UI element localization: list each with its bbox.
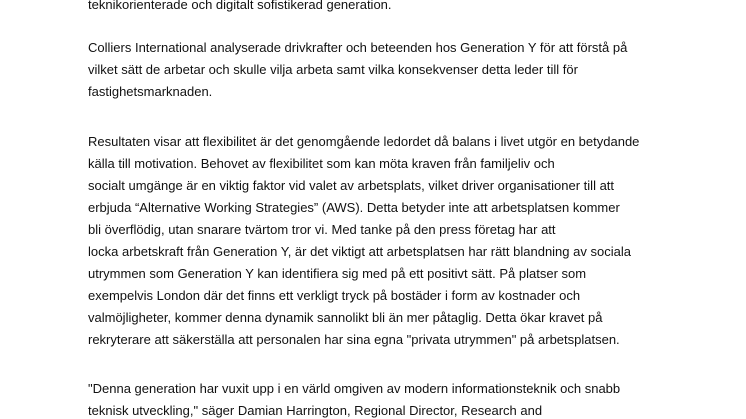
text-line: "Denna generation har vuxit upp i en värld omgiven av modern informationsteknik och snabb (88, 381, 621, 396)
text-line: Resultaten visar att flexibilitet är det genomgående ledordet då balans i livet utgör en betydande (88, 134, 640, 149)
paragraph-quote (88, 378, 620, 419)
text-line: källa till motivation. Behovet av flexibilitet som kan möta kraven från familjeliv och (88, 156, 555, 171)
text-line: vilket sätt de arbetar och skulle vilja arbeta samt vilka konsekvenser detta leder till för (88, 62, 578, 77)
text-line: teknikorienterade och digitalt sofistikerad generation. (88, 0, 392, 12)
text-line: Colliers International analyserade drivkrafter och beteenden hos Generation Y för att förstå på (88, 40, 628, 55)
text-line: valmöjligheter, kommer denna dynamik sannolikt bli än mer påtaglig. Detta ökar kravet på (88, 310, 603, 325)
paragraph-results-flexibility (88, 131, 639, 351)
text-line: locka arbetskraft från Generation Y, är det viktigt att arbetsplatsen har rätt blandning av sociala (88, 244, 631, 259)
text-line: erbjuda “Alternative Working Strategies” (AWS). Detta betyder inte att arbetsplatsen kommer (88, 200, 620, 215)
text-line: utrymmen som Generation Y kan identifiera sig med på ett positivt sätt. På platser som (88, 266, 587, 281)
paragraph-colliers-analysis (88, 37, 627, 103)
text-line: exempelvis London där det finns ett verkligt tryck på bostäder i form av kostnader och (88, 288, 581, 303)
text-line: socialt umgänge är en viktig faktor vid valet av arbetsplats, vilket driver organisationer till att (88, 178, 615, 193)
text-line: fastighetsmarknaden. (88, 84, 213, 99)
text-line: bli överflödig, utan snarare tvärtom tror vi. Med tanke på den press företag har att (88, 222, 556, 237)
text-line: rekryterare att säkerställa att personalen har sina egna "privata utrymmen" på arbetsplatsen. (88, 332, 620, 347)
text-line: teknisk utveckling," säger Damian Harrington, Regional Director, Research and (88, 403, 543, 418)
paragraph-intro-tail (88, 0, 392, 16)
